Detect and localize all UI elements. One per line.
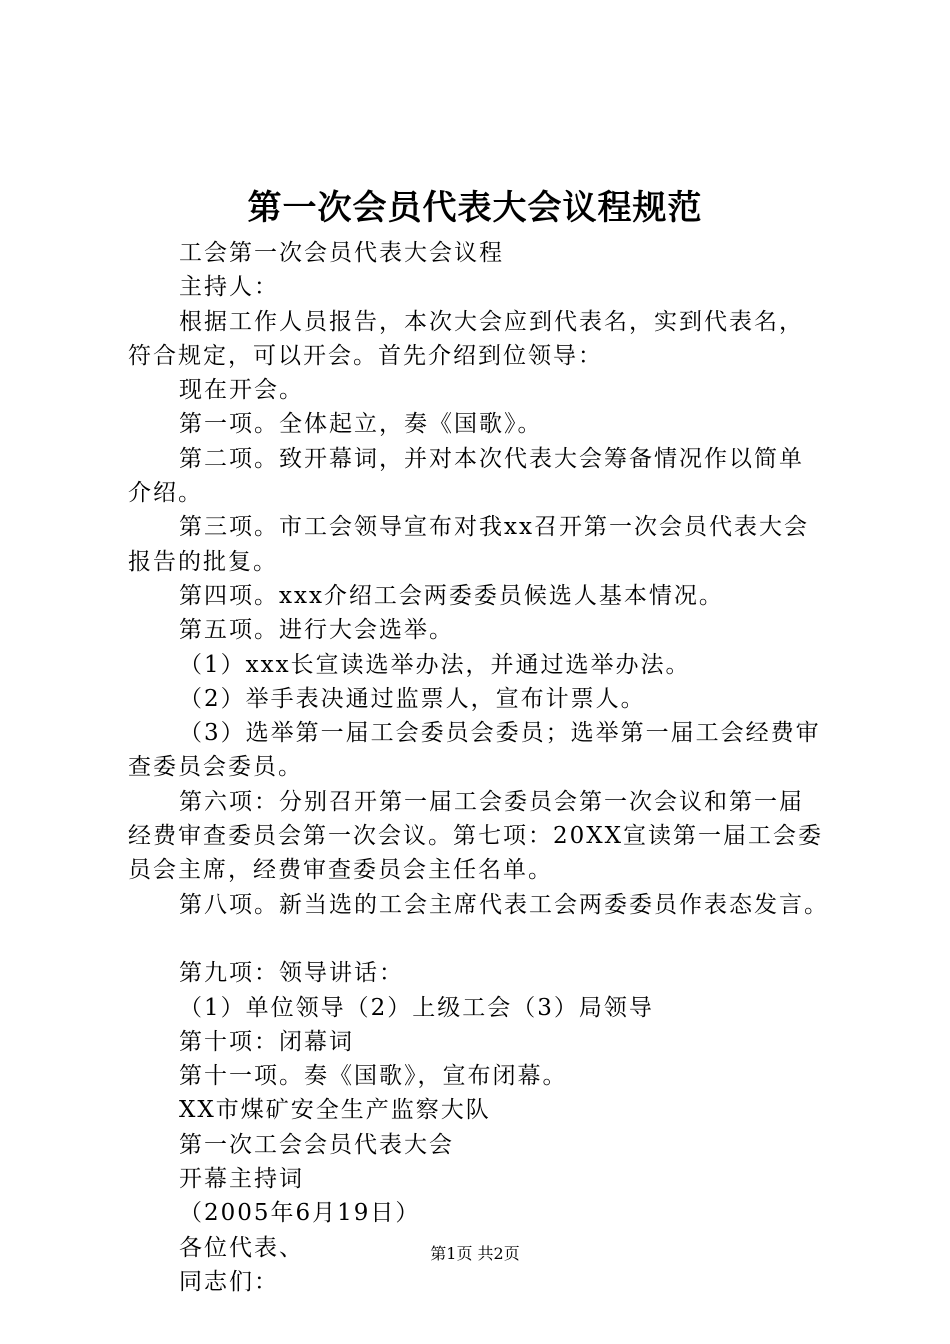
document-title: 第一次会员代表大会议程规范	[247, 188, 703, 228]
salutation: 同志们：	[179, 1268, 279, 1295]
agenda-heading: 工会第一次会员代表大会议程	[179, 240, 504, 266]
blank-line	[128, 922, 848, 956]
paragraph-line: 现在开会。	[179, 377, 304, 404]
document-body	[128, 236, 848, 1299]
paragraph-line: 查委员会委员。	[128, 754, 303, 781]
paragraph-line: 报告的批复。	[128, 548, 278, 575]
salutation: 各位代表、	[179, 1234, 304, 1261]
paragraph-line: 根据工作人员报告，本次大会应到代表名，实到代表名，	[179, 308, 804, 335]
agenda-item-4: 第四项。xxx介绍工会两委委员候选人基本情况。	[179, 582, 724, 609]
meeting-name: 第一次工会会员代表大会	[179, 1131, 454, 1158]
page-footer: 第1页 共2页	[430, 1244, 520, 1263]
paragraph-line: 经费审查委员会第一次会议。第七项：20XX宣读第一届工会委	[128, 823, 824, 850]
sub-item: （3）选举第一届工会委员会委员；选举第一届工会经费审	[179, 720, 821, 747]
sub-item: （2）举手表决通过监票人，宣布计票人。	[179, 685, 646, 712]
agenda-item-1: 第一项。全体起立，奏《国歌》。	[179, 411, 543, 438]
agenda-item-6: 第六项：分别召开第一届工会委员会第一次会议和第一届	[179, 788, 804, 815]
organization-name: XX市煤矿安全生产监察大队	[179, 1097, 491, 1124]
speech-date: （2005年6月19日）	[179, 1200, 421, 1227]
agenda-item-5: 第五项。进行大会选举。	[179, 617, 454, 644]
sub-item: （1）单位领导（2）上级工会（3）局领导	[179, 994, 654, 1021]
agenda-item-2: 第二项。致开幕词，并对本次代表大会筹备情况作以简单	[179, 445, 804, 472]
agenda-item-3: 第三项。市工会领导宣布对我xx召开第一次会员代表大会	[179, 514, 809, 541]
speech-title: 开幕主持词	[179, 1166, 304, 1193]
host-label: 主持人：	[179, 274, 279, 301]
paragraph-line: 员会主席，经费审查委员会主任名单。	[128, 857, 553, 884]
agenda-item-10: 第十项：闭幕词	[179, 1028, 354, 1055]
sub-item: （1）xxx长宣读选举办法，并通过选举办法。	[179, 651, 691, 678]
agenda-item-11: 第十一项。奏《国歌》，宣布闭幕。	[179, 1063, 568, 1090]
paragraph-line: 介绍。	[128, 480, 203, 507]
paragraph-line: 符合规定，可以开会。首先介绍到位领导：	[128, 342, 603, 369]
agenda-item-9: 第九项：领导讲话：	[179, 960, 404, 987]
agenda-item-8: 第八项。新当选的工会主席代表工会两委委员作表态发言。	[179, 891, 829, 918]
